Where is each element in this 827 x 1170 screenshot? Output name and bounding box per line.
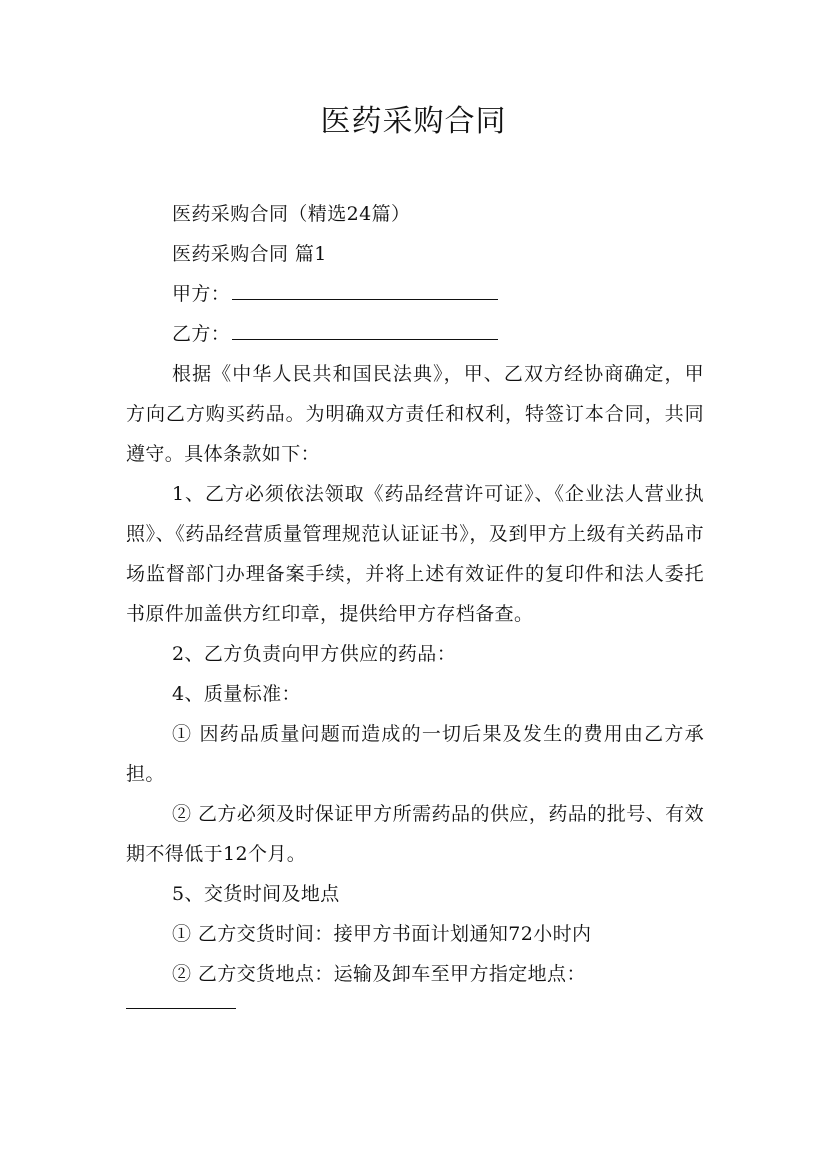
- paragraph-clause-2: 2、乙方负责向甲方供应的药品：: [172, 643, 457, 665]
- party-b-label: 乙方：: [172, 323, 231, 345]
- party-a-label: 甲方：: [172, 283, 231, 305]
- party-a-blank: [232, 281, 498, 300]
- paragraph-intro: 根据《中华人民共和国民法典》，甲、乙双方经协商确定，甲方向乙方购买药品。为明确双方责任和权利，特签订本合同，共同遵守。具体条款如下：: [126, 363, 704, 465]
- paragraph-clause-5: 5、交货时间及地点: [172, 883, 340, 905]
- party-a-line: [126, 274, 704, 314]
- paragraph-quality-1: ① 因药品质量问题而造成的一切后果及发生的费用由乙方承担。: [126, 723, 704, 785]
- document-subtitle: 医药采购合同（精选24篇）: [172, 203, 411, 225]
- party-b-blank: [232, 321, 498, 340]
- party-b-line: [126, 314, 704, 354]
- paragraph-clause-4: 4、质量标准：: [172, 683, 301, 705]
- paragraph-delivery-time: ① 乙方交货时间：接甲方书面计划通知72小时内: [172, 923, 592, 945]
- document-title: 医药采购合同: [320, 104, 507, 139]
- section-heading: 医药采购合同 篇1: [172, 243, 327, 265]
- paragraph-quality-2: ② 乙方必须及时保证甲方所需药品的供应，药品的批号、有效期不得低于12个月。: [126, 803, 704, 865]
- paragraph-clause-1: 1、乙方必须依法领取《药品经营许可证》、《企业法人营业执照》、《药品经营质量管理规范认证证书》，及到甲方上级有关药品市场监督部门办理备案手续，并将上述有效证件的复印件和法人委托书原件加盖供方红印章，提供给甲方存档备查。: [126, 483, 704, 625]
- document-body: [126, 194, 704, 1009]
- paragraph-delivery-place: ② 乙方交货地点：运输及卸车至甲方指定地点：: [172, 963, 586, 985]
